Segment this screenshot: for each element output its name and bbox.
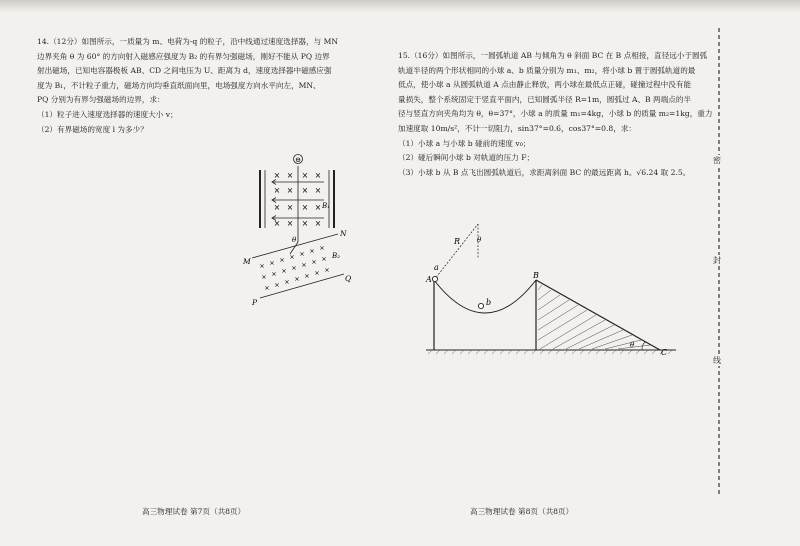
ball-b (478, 303, 483, 308)
charge-label: ⊖ (295, 156, 301, 164)
ground-hatch (428, 350, 672, 354)
svg-text:×: × (286, 219, 294, 228)
q15-line-9: （3）小球 b 从 B 点飞出圆弧轨道后，求距离斜面 BC 的最远距离 h。√6.24 取 2.5。 (398, 167, 691, 177)
footer-page-7: 高三物理试卷 第7页（共8页） (142, 507, 246, 516)
svg-text:×: × (301, 219, 309, 228)
svg-text:×: × (269, 259, 275, 267)
b2-label: B₂ (332, 252, 340, 260)
q14-line-2: 边界夹角 θ 为 60° 的方向射入磁感应强度为 B₂ 的有界匀强磁场，刚好不能从 PQ 边界 (37, 51, 330, 61)
label-ball-b: b (486, 298, 492, 307)
svg-text:×: × (261, 273, 267, 281)
q15-line-1: 15.（16分）如图所示，一圆弧轨道 AB 与倾角为 θ 斜面 BC 在 B 点相接，直径远小于圆弧 (398, 51, 708, 60)
q15-line-8: （2）碰后瞬间小球 b 对轨道的压力 F； (398, 153, 535, 163)
question-14 (37, 35, 338, 137)
q14-line-4: 度为 B₁，不计粒子重力，磁场方向均垂直纸面向里，电场强度方向水平向左，MN、 (37, 80, 321, 90)
svg-text:×: × (279, 256, 285, 264)
svg-text:×: × (301, 261, 307, 269)
label-m: M (243, 257, 251, 266)
svg-text:×: × (311, 258, 317, 266)
q14-line-3: 射出磁场，已知电容器极板 AB、CD 之间电压为 U、距离为 d，速度选择器中磁感应强 (37, 66, 332, 76)
label-theta-c: θ (630, 341, 635, 349)
svg-text:×: × (304, 272, 310, 280)
svg-text:×: × (291, 264, 297, 272)
svg-text:×: × (314, 269, 320, 277)
label-ball-a: a (434, 263, 439, 272)
arc-track (434, 280, 536, 313)
svg-text:×: × (294, 275, 300, 283)
radius-line (434, 224, 478, 280)
q14-line-5: PQ 分别为有界匀强磁场的边界，求： (37, 95, 165, 105)
svg-text:×: × (259, 262, 265, 270)
svg-text:×: × (286, 186, 294, 195)
label-point-b: B (533, 271, 539, 280)
ball-a (432, 276, 437, 281)
svg-text:×: × (321, 255, 327, 263)
q15-line-2: 轨道半径的两个形状相同的小球 a、b 质量分别为 m₁、m₂，将小球 b 置于圆弧轨道的最 (398, 65, 696, 75)
q15-line-6: 加速度取 10m/s²，不计一切阻力，sin37°=0.6，cos37°=0.8，求： (398, 123, 637, 133)
svg-text:×: × (264, 284, 270, 292)
q15-line-4: 量损失，整个系统固定于竖直平面内，已知圆弧半径 R=1m，圆弧过 A、B 两端点的半 (398, 94, 692, 104)
figure-14 (238, 150, 368, 310)
svg-text:×: × (284, 278, 290, 286)
svg-text:×: × (286, 203, 294, 212)
svg-text:×: × (273, 203, 281, 212)
question-15 (398, 49, 713, 180)
svg-text:×: × (301, 171, 309, 180)
label-q: Q (345, 274, 352, 283)
svg-text:×: × (314, 186, 322, 195)
figure-15 (420, 218, 682, 360)
svg-text:×: × (301, 186, 309, 195)
field-crosses (259, 244, 329, 292)
q14-line-7: （2）有界磁场的宽度 l 为多少？ (37, 124, 148, 134)
footer-page-8: 高三物理试卷 第8页（共8页） (470, 507, 574, 516)
svg-text:×: × (273, 219, 281, 228)
svg-text:×: × (314, 219, 322, 228)
theta-label: θ (292, 236, 297, 244)
incline-bc (536, 280, 660, 350)
q14-line-1: 14.（12分）如图所示，一质量为 m、电荷为-q 的粒子，沿中线通过速度选择器，与 MN (37, 37, 339, 46)
label-point-a: A (426, 275, 432, 284)
label-point-c: C (661, 348, 668, 357)
svg-text:×: × (299, 250, 305, 258)
svg-text:×: × (281, 267, 287, 275)
q15-line-5: 径与竖直方向夹角均为 θ，θ=37°，小球 a 的质量 m₁=4kg，小球 b 的质量 m₂=1kg，重力 (398, 109, 713, 119)
binding-text-middle: 封 (707, 255, 727, 266)
svg-text:×: × (314, 171, 322, 180)
svg-text:×: × (314, 203, 322, 212)
svg-text:×: × (271, 270, 277, 278)
q14-line-6: （1）粒子进入速度选择器的速度大小 v； (37, 109, 178, 119)
svg-text:×: × (273, 186, 281, 195)
label-n: N (340, 229, 347, 238)
svg-text:×: × (274, 281, 280, 289)
svg-text:×: × (324, 266, 330, 274)
selector-crosses (274, 171, 322, 228)
svg-text:×: × (319, 244, 325, 252)
label-r: R (454, 237, 461, 246)
svg-text:×: × (286, 171, 294, 180)
q15-line-3: 低点，使小球 a 从圆弧轨道 A 点由静止释放，两小球在最低点正碰，碰撞过程中没有能 (398, 80, 692, 90)
svg-text:×: × (301, 203, 309, 212)
label-p: P (252, 298, 258, 307)
svg-text:×: × (289, 253, 295, 261)
b1-label: B₁ (322, 202, 330, 210)
scan-edge (0, 0, 800, 12)
binding-text-top: 密 (707, 155, 727, 166)
q15-line-7: （1）小球 a 与小球 b 碰前的速度 v₀； (398, 138, 531, 148)
incline-hatch (538, 285, 650, 349)
binding-text-bottom: 线 (707, 355, 727, 366)
svg-text:×: × (273, 171, 281, 180)
label-theta-top: θ (477, 236, 482, 244)
svg-text:×: × (309, 247, 315, 255)
